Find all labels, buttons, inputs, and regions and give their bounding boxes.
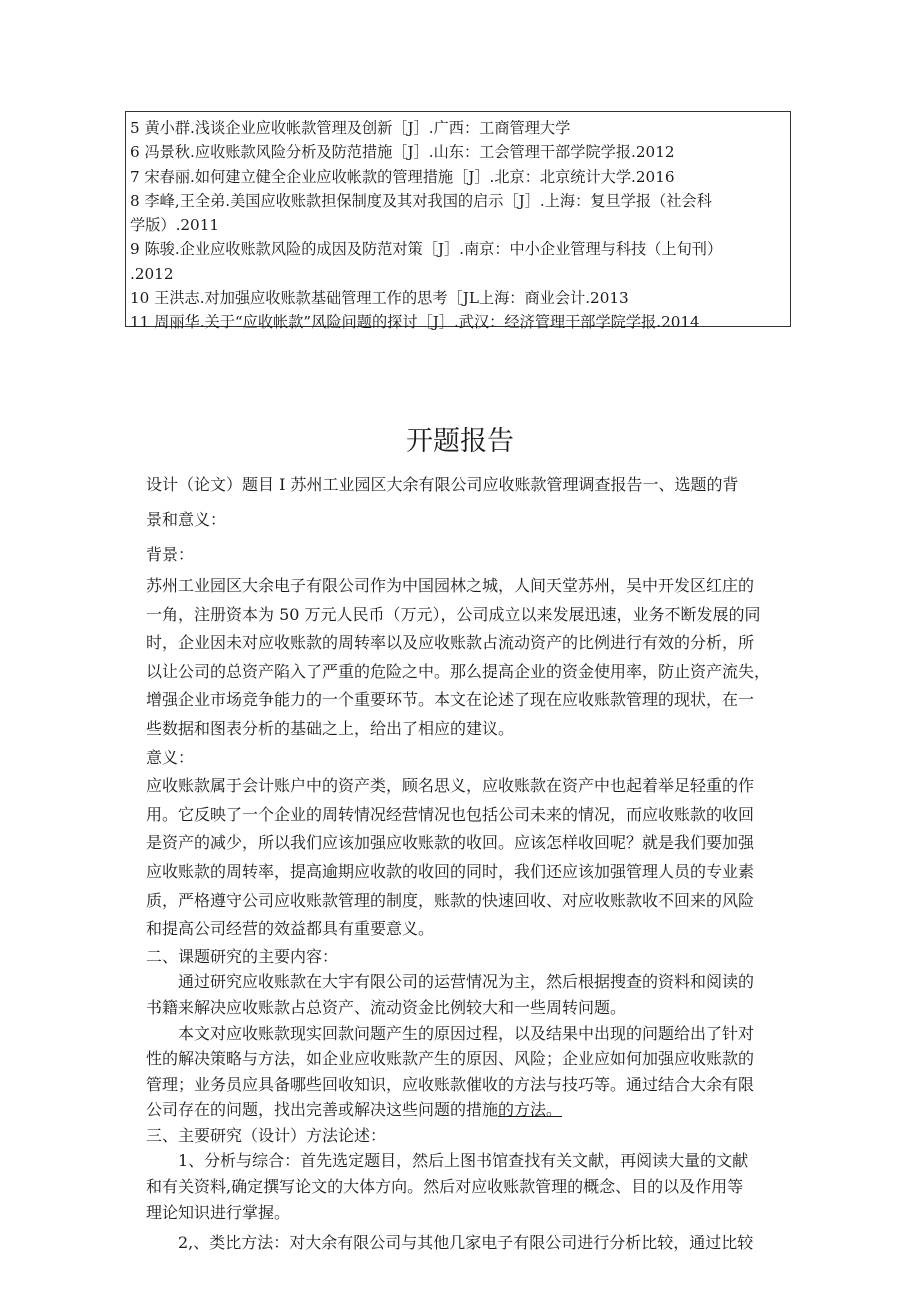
meaning-label: 意义： bbox=[146, 747, 195, 767]
reference-item: 学版）.2011 bbox=[130, 216, 220, 235]
meaning-line: 是资产的减少，所以我们应该加强应收账款的收回。应该怎样收回呢？就是我们要加强 bbox=[146, 833, 755, 853]
report-title: 开题报告 bbox=[406, 426, 514, 457]
content-line: 通过研究应收账款在大宇有限公司的运营情况为主，然后根据搜查的资料和阅读的 bbox=[178, 972, 755, 992]
background-line: 苏州工业园区大余电子有限公司作为中国园林之城，人间天堂苏州，吴中开发区红庄的 bbox=[146, 576, 755, 595]
method-line: 理论知识进行掌握。 bbox=[146, 1202, 291, 1222]
background-line: 时，企业因未对应收账款的周转率以及应收账款占流动资产的比例进行有效的分析，所 bbox=[146, 633, 755, 653]
report-body bbox=[146, 467, 796, 1260]
reference-item: 10 王洪志.对加强应收账款基础管理工作的思考［JL上海：商业会计.2013 bbox=[130, 289, 629, 308]
reference-item: 7 宋春丽.如何建立健全企业应收帐款的管理措施［J］.北京：北京统计大学.2016 bbox=[130, 167, 675, 186]
background-line: 以让公司的总资产陷入了严重的危险之中。那么提高企业的资金使用率，防止资产流失， bbox=[146, 661, 771, 681]
method-line: 和有关资料,确定撰写论文的大体方向。然后对应收账款管理的概念、目的以及作用等 bbox=[146, 1177, 744, 1197]
method-line: 2,、类比方法：对大余有限公司与其他几家电子有限公司进行分析比较，通过比较 bbox=[178, 1233, 754, 1253]
section-heading: 二、课题研究的主要内容： bbox=[146, 946, 339, 966]
reference-item: 6 冯景秋.应收账款风险分析及防范措施［J］.山东：工会管理干部学院学报.2012 bbox=[130, 143, 675, 162]
meaning-line: 应收账款的周转率，提高逾期应收款的收回的同时，我们还应该加强管理人员的专业素 bbox=[146, 861, 755, 881]
content-line: 书籍来解决应收账款占总资产、流动资金比例较大和一些周转问题。 bbox=[146, 997, 627, 1017]
background-line: 些数据和图表分析的基础之上，给出了相应的建议。 bbox=[146, 718, 515, 738]
method-line: 1、分析与综合：首先选定题目，然后上图书馆查找有关文献，再阅读大量的文献 bbox=[178, 1151, 749, 1171]
background-label: 背景： bbox=[146, 545, 195, 564]
content-line bbox=[146, 1097, 796, 1123]
topic-line: 设计（论文）题目 I 苏州工业园区大余有限公司应收账款管理调查报告一、选题的背 bbox=[146, 475, 739, 494]
background-line: 一角，注册资本为 50 万元人民币（万元），公司成立以来发展迅速，业务不断发展的同 bbox=[146, 604, 761, 624]
underlined-text: 的方法。 bbox=[498, 1100, 563, 1120]
content-line: 性的解决策略与方法，如企业应收账款产生的原因、风险；企业应如何加强应收账款的 bbox=[146, 1049, 755, 1069]
background-line: 增强企业市场竞争能力的一个重要环节。本文在论述了现在应收账款管理的现状，在一 bbox=[146, 690, 755, 710]
reference-item: 11 周丽华.关于“应收帐款”风险问题的探讨［J］.武汉：经济管理干部学院学报.2014 bbox=[130, 313, 700, 332]
content-text: 公司存在的问题，找出完善或解决这些问题的措施 bbox=[146, 1100, 499, 1120]
content-line: 管理；业务员应具备哪些回收知识，应收账款催收的方法与技巧等。通过结合大余有限 bbox=[146, 1074, 755, 1094]
content-line: 本文对应收账款现实回款问题产生的原因过程，以及结果中出现的问题给出了针对 bbox=[178, 1023, 755, 1043]
topic-line: 景和意义： bbox=[146, 510, 227, 529]
meaning-line: 质，严格遵守公司应收账款管理的制度，账款的快速回收、对应收账款收不回来的风险 bbox=[146, 890, 755, 910]
reference-item: 9 陈骏.企业应收账款风险的成因及防范对策［J］.南京：中小企业管理与科技（上旬刊） bbox=[130, 240, 723, 259]
section-heading: 三、主要研究（设计）方法论述： bbox=[146, 1125, 387, 1145]
meaning-line: 和提高公司经营的效益都具有重要意义。 bbox=[146, 919, 435, 939]
reference-list bbox=[125, 111, 791, 332]
meaning-line: 应收账款属于会计账户中的资产类，顾名思义，应收账款在资产中也起着举足轻重的作 bbox=[146, 776, 755, 796]
reference-item: 5 黄小群.浅谈企业应收帐款管理及创新［J］.广西：工商管理大学 bbox=[130, 119, 571, 137]
reference-item: 8 李峰,王全弟.美国应收账款担保制度及其对我国的启示［J］.上海：复旦学报（社会科 bbox=[130, 191, 712, 210]
reference-item: .2012 bbox=[130, 264, 174, 283]
meaning-line: 用。它反映了一个企业的周转情况经营情况也包括公司未来的情况，而应收账款的收回 bbox=[146, 804, 755, 824]
